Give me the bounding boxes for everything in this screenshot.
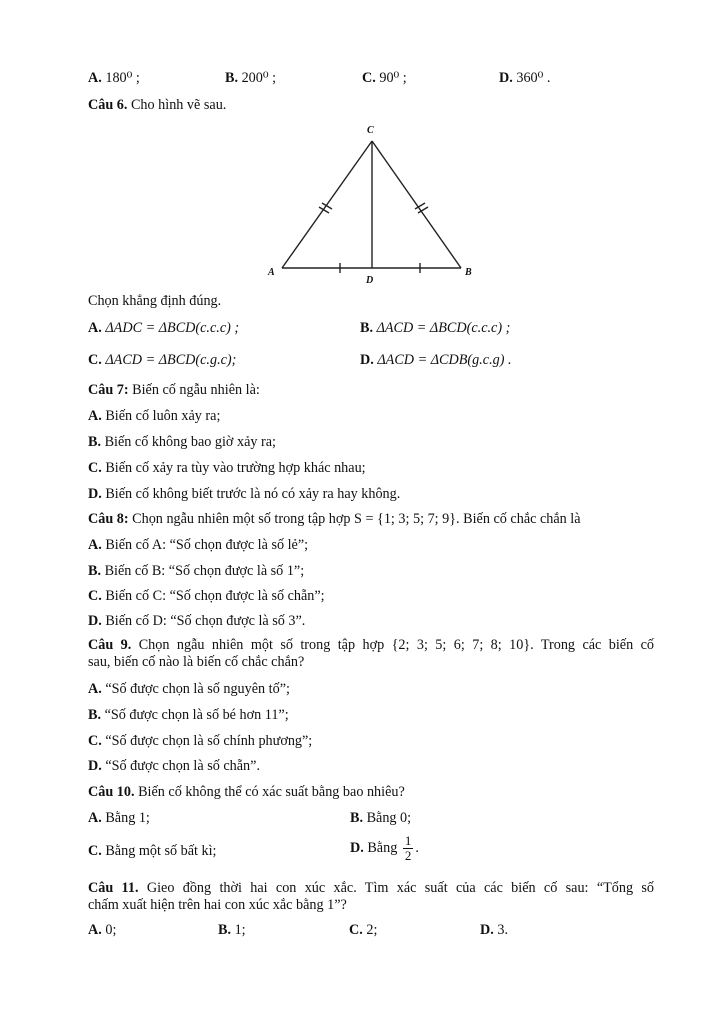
q7-option-a [88, 408, 220, 425]
q6-option-c [88, 352, 236, 369]
triangle-figure [260, 120, 480, 290]
q7-option-d [88, 486, 400, 503]
vertex-label-a: A [268, 267, 275, 278]
option-letter: A. [88, 320, 102, 336]
q11-option-a [88, 922, 116, 939]
option-text: Biến cố D: “Số chọn được là số 3”. [105, 613, 306, 629]
option-letter: B. [350, 810, 364, 826]
option-letter: A. [88, 810, 102, 826]
option-letter: B. [88, 563, 102, 579]
option-letter: C. [349, 922, 363, 938]
segment-cb [372, 141, 461, 268]
question-label: Câu 9. [88, 637, 132, 653]
option-letter: B. [218, 922, 232, 938]
option-text: “Số được chọn là số nguyên tố”; [105, 681, 290, 697]
option-text: 180⁰ ; [105, 70, 140, 86]
question-text: Biến cố không thể có xác suất bằng bao nhiêu? [138, 784, 405, 800]
question-text: Biến cố ngẫu nhiên là: [132, 382, 260, 398]
option-text: 200⁰ ; [241, 70, 277, 86]
top-option-c [362, 70, 407, 87]
option-letter: C. [88, 843, 102, 859]
option-letter: C. [362, 70, 376, 86]
q7-option-c [88, 460, 366, 477]
option-letter: D. [350, 840, 364, 856]
top-option-b [225, 70, 276, 87]
option-letter: C. [88, 460, 102, 476]
option-text: 360⁰ . [516, 70, 551, 86]
option-text: ΔACD = ΔCDB(g.c.g) . [377, 352, 512, 368]
q10-option-a [88, 810, 150, 827]
q6-option-b [360, 320, 510, 337]
question-text: Chọn ngẫu nhiên một số trong tập hợp S = {1; 3; 5; 7; 9}. Biến cố chắc chắn là [132, 511, 581, 527]
question-7 [88, 382, 260, 399]
vertex-label-d: D [366, 275, 374, 286]
vertex-label-c: C [367, 125, 374, 136]
option-text: “Số được chọn là số bé hơn 11”; [104, 707, 289, 723]
option-letter: D. [88, 486, 102, 502]
option-letter: D. [88, 758, 102, 774]
question-label: Câu 7: [88, 382, 129, 398]
option-text: Biến cố xảy ra tùy vào trường hợp khác nhau; [105, 460, 366, 476]
option-text: 90⁰ ; [379, 70, 407, 86]
option-letter: A. [88, 408, 102, 424]
option-text: 3. [497, 922, 508, 938]
fraction-denominator: 2 [404, 848, 412, 864]
q7-option-b [88, 434, 276, 451]
question-9 [88, 637, 654, 654]
q11-option-d [480, 922, 508, 939]
q11-option-b [218, 922, 246, 939]
question-11 [88, 880, 654, 897]
q10-option-b [350, 810, 411, 827]
q10-option-c [88, 843, 216, 860]
option-suffix: . [415, 840, 419, 856]
option-letter: D. [480, 922, 494, 938]
q8-option-a [88, 537, 308, 554]
option-text: Biến cố luôn xảy ra; [105, 408, 221, 424]
option-text: Biến cố B: “Số chọn được là số 1”; [104, 563, 305, 579]
option-letter: D. [88, 613, 102, 629]
q11-option-c [349, 922, 377, 939]
option-text: Bằng 1; [105, 810, 150, 826]
q8-option-b [88, 563, 304, 580]
question-8 [88, 511, 581, 528]
option-text: Bằng 0; [366, 810, 412, 826]
vertex-label-b: B [465, 267, 472, 278]
option-text: ΔACD = ΔBCD(c.g.c); [105, 352, 237, 368]
option-text: Biến cố không bao giờ xảy ra; [104, 434, 276, 450]
option-letter: C. [88, 733, 102, 749]
question-6 [88, 97, 226, 114]
option-text: 2; [366, 922, 378, 938]
option-letter: B. [360, 320, 374, 336]
option-letter: A. [88, 681, 102, 697]
option-letter: C. [88, 588, 102, 604]
option-letter: C. [88, 352, 102, 368]
question-label: Câu 10. [88, 784, 135, 800]
question-10 [88, 784, 405, 801]
option-text: ΔADC = ΔBCD(c.c.c) ; [105, 320, 240, 336]
option-text: Bằng một số bất kì; [105, 843, 217, 859]
option-letter: A. [88, 537, 102, 553]
question-text: Gieo đồng thời hai con xúc xắc. Tìm xác suất của các biến cố sau: “Tổng số [146, 880, 655, 896]
question-text: Chọn ngẫu nhiên một số trong tập hợp {2; 3; 5; 6; 7; 8; 10}. Trong các biến cố [138, 637, 654, 653]
option-text: “Số được chọn là số chính phương”; [105, 733, 313, 749]
q9-option-d [88, 758, 260, 775]
option-letter: A. [88, 922, 102, 938]
fraction-numerator: 1 [404, 833, 412, 849]
option-letter: A. [88, 70, 102, 86]
q9-option-a [88, 681, 290, 698]
q8-option-c [88, 588, 325, 605]
question-11-continued: chấm xuất hiện trên hai con xúc xắc bằng 1”? [88, 897, 347, 913]
option-text: “Số được chọn là số chẵn”. [105, 758, 260, 774]
question-6-prompt: Chọn khẳng định đúng. [88, 293, 222, 309]
q9-option-c [88, 733, 312, 750]
option-text: Biến cố C: “Số chọn được là số chẵn”; [105, 588, 325, 604]
option-letter: D. [360, 352, 374, 368]
option-letter: B. [88, 707, 102, 723]
question-label: Câu 6. [88, 97, 128, 113]
q6-option-d [360, 352, 512, 369]
q6-option-a [88, 320, 239, 337]
option-text: 1; [234, 922, 246, 938]
option-text: Bằng [367, 840, 398, 856]
option-text: Biến cố không biết trước là nó có xảy ra hay không. [105, 486, 401, 502]
top-option-a [88, 70, 140, 87]
option-letter: B. [225, 70, 239, 86]
question-text: Cho hình vẽ sau. [130, 97, 227, 113]
question-label: Câu 8: [88, 511, 129, 527]
top-option-d [499, 70, 550, 87]
option-letter: B. [88, 434, 102, 450]
option-text: ΔACD = ΔBCD(c.c.c) ; [376, 320, 511, 336]
q9-option-b [88, 707, 289, 724]
question-9-continued: sau, biến cố nào là biến cố chắc chắn? [88, 654, 305, 670]
fraction [403, 834, 414, 863]
option-letter: D. [499, 70, 513, 86]
segment-ca [282, 141, 372, 268]
option-text: 0; [105, 922, 117, 938]
option-text: Biến cố A: “Số chọn được là số lẻ”; [105, 537, 309, 553]
q10-option-d [350, 831, 419, 865]
q8-option-d [88, 613, 305, 630]
question-label: Câu 11. [88, 880, 139, 896]
